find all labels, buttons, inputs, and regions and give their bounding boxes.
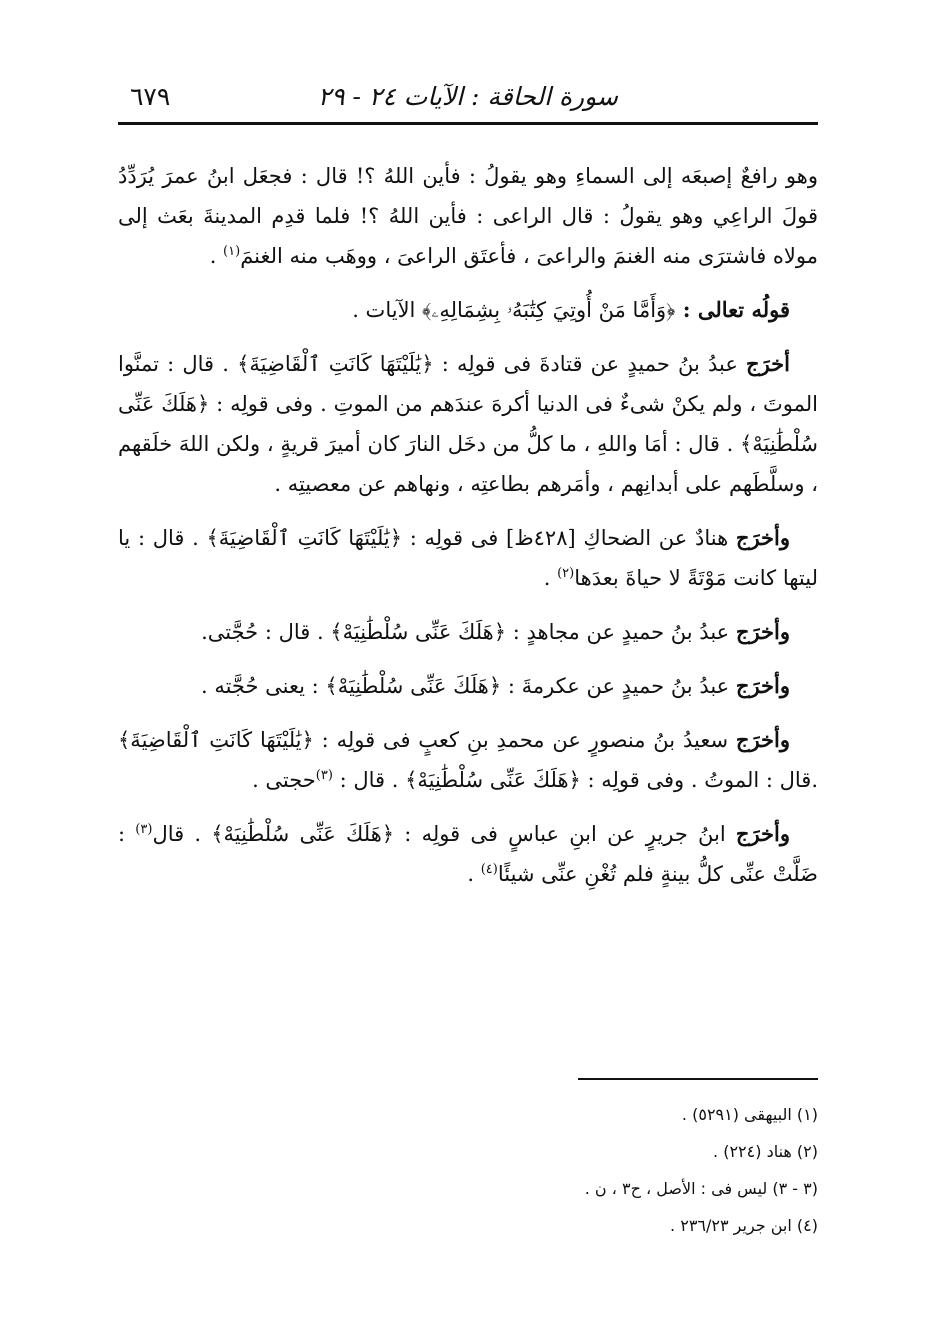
book-page bbox=[118, 62, 818, 1262]
paragraph-text: عبدُ بنُ حميدٍ عن قتادةَ فى قولِه : ﴿يَٰلَيْتَهَا كَانَتِ ٱلْقَاضِيَةَ﴾ . قال : تمنَّوا الموتَ ، ولم يكنْ شىءٌ فى الدنيا أكرهَ عندَهم من الموتِ . وفى قولِه : ﴿هَلَكَ عَنِّى سُلْطَٰنِيَهْ﴾ . قال : أمَا واللهِ ، ما كلُّ من دخَل النارَ كان أميرَ قريةٍ ، ولكن اللهَ خلَقهم ، وسلَّطَهم على أبدانِهم ، وأمَرهم بطاعتِه ، ونهاهم عن معصيتِه . bbox=[118, 352, 818, 496]
paragraph-end: . bbox=[467, 862, 481, 886]
main-text bbox=[118, 156, 818, 908]
header-rule bbox=[118, 122, 818, 125]
lead-word: أخرَج bbox=[746, 351, 790, 376]
lead-word: وأخرَج bbox=[735, 821, 790, 846]
lead-word: قولُه تعالى : bbox=[675, 297, 790, 322]
paragraph-8 bbox=[118, 814, 818, 894]
paragraph-end: . bbox=[543, 566, 558, 590]
running-header bbox=[118, 82, 818, 122]
paragraph-text: ﴿وَأَمَّا مَنْ أُوتِيَ كِتَٰبَهُۥ بِشِمَالِهِۦ﴾ الآيات . bbox=[352, 298, 676, 322]
footnote-ref: (٣) bbox=[315, 768, 333, 783]
footnote-ref: (٢) bbox=[557, 566, 575, 581]
lead-word: وأخرَج bbox=[735, 525, 790, 550]
footnote-2: (٢) هناد (٢٢٤) . bbox=[713, 1142, 818, 1161]
paragraph-text: ابنُ جريرٍ عن ابنِ عباسٍ فى قولِه : ﴿هَلَكَ عَنِّى سُلْطَٰنِيَهْ﴾ . قال bbox=[152, 822, 736, 846]
footnote-ref: (٣) bbox=[135, 822, 153, 837]
paragraph-5 bbox=[118, 612, 818, 652]
lead-word: وأخرَج bbox=[735, 673, 790, 698]
paragraph-text: هنادٌ عن الضحاكِ [٤٢٨ظ] فى قولِه : ﴿يَٰلَيْتَهَا كَانَتِ ٱلْقَاضِيَةَ﴾ . قال : يا ليتها كانت مَوْتَةً لا حياةَ بعدَها bbox=[118, 526, 818, 590]
paragraph-7 bbox=[118, 720, 818, 800]
paragraph-3 bbox=[118, 344, 818, 504]
footnote-ref: (٤) bbox=[480, 862, 498, 877]
footnote-rule bbox=[578, 1078, 818, 1080]
paragraph-text: : ضَلَّتْ عنِّى كلُّ بينةٍ فلم تُغْنِ عنِّى شيئًا bbox=[118, 822, 818, 886]
footnote-ref: (١) bbox=[223, 244, 241, 259]
page-number: ٦٧٩ bbox=[130, 82, 171, 111]
paragraph-text: عبدُ بنُ حميدٍ عن مجاهدٍ : ﴿هَلَكَ عَنِّى سُلْطَٰنِيَهْ﴾ . قال : حُجَّتى. bbox=[201, 620, 736, 644]
paragraph-2 bbox=[118, 290, 818, 330]
footnotes bbox=[118, 1096, 818, 1244]
footnote-3: (٣ - ٣) ليس فى : الأصل ، ح٣ ، ن . bbox=[584, 1179, 818, 1198]
paragraph-end: . bbox=[209, 244, 224, 268]
running-title: سورة الحاقة : الآيات ٢٤ - ٢٩ bbox=[317, 82, 618, 111]
paragraph-6 bbox=[118, 666, 818, 706]
lead-word: وأخرَج bbox=[735, 727, 790, 752]
paragraph-4 bbox=[118, 518, 818, 598]
paragraph-text: سعيدُ بنُ منصورٍ عن محمدِ بنِ كعبٍ فى قولِه : ﴿يَٰلَيْتَهَا كَانَتِ ٱلْقَاضِيَةَ﴾ .قال : الموتُ . وفى قولِه : ﴿هَلَكَ عَنِّى سُلْطَٰنِيَهْ﴾ . قال : bbox=[118, 728, 818, 792]
paragraph-text: وهو رافعٌ إصبعَه إلى السماءِ وهو يقولُ : فأين اللهُ ؟! قال : فجعَل ابنُ عمرَ يُرَدِّدُ قولَ الراعِي وهو يقولُ : قال الراعى : فأين اللهُ ؟! فلما قدِم المدينةَ بعَث إلى مولاه فاشترَى منه الغنمَ والراعىَ ، فأعتَق الراعىَ ، ووهَب منه الغنمَ bbox=[118, 164, 818, 268]
paragraph-end: حجتى . bbox=[252, 768, 316, 792]
footnote-1: (١) البيهقى (٥٢٩١) . bbox=[681, 1105, 818, 1124]
footnote-4: (٤) ابن جرير ٢٣٦/٢٣ . bbox=[670, 1216, 818, 1235]
paragraph-text: عبدُ بنُ حميدٍ عن عكرمةَ : ﴿هَلَكَ عَنِّى سُلْطَٰنِيَهْ﴾ : يعنى حُجَّته . bbox=[200, 674, 736, 698]
paragraph-1 bbox=[118, 156, 818, 276]
lead-word: وأخرَج bbox=[735, 619, 790, 644]
